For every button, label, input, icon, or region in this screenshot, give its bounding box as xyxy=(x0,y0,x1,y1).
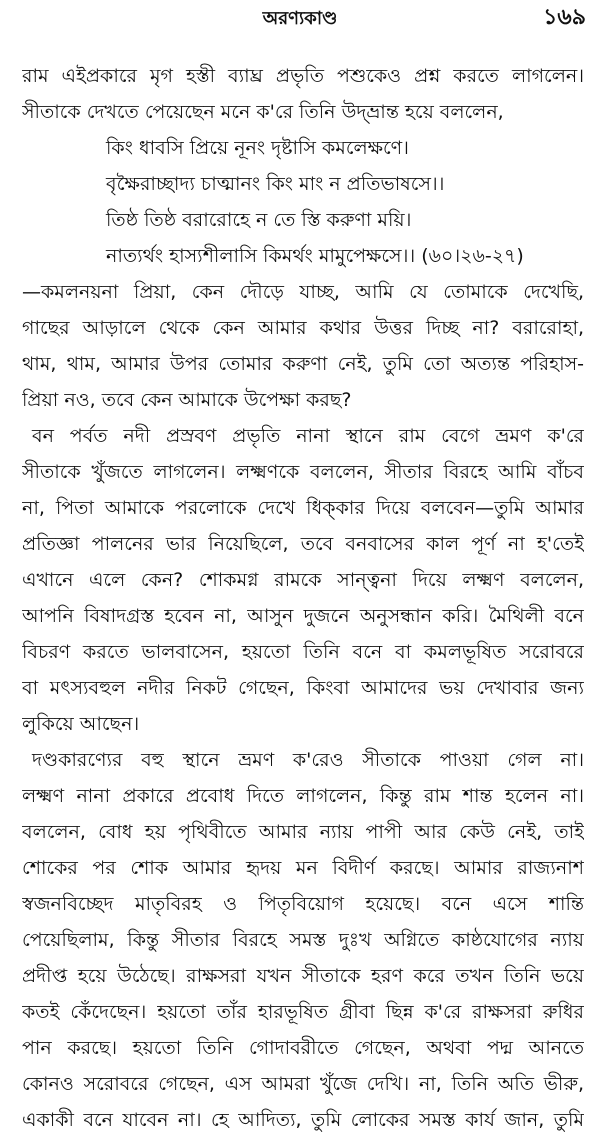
text-line: আপনি বিষাদগ্রস্ত হবেন না, আসুন দুজনে অনুসন্ধান করি। মৈথিলী বনে xyxy=(22,605,584,627)
text-line: কোনও সরোবরে গেছেন, এস আমরা খুঁজে দেখি। না, তিনি অতি ভীরু, xyxy=(22,1073,584,1095)
text-line: লক্ষ্মণ নানা প্রকারে প্রবোধ দিতে লাগলেন, কিন্তু রাম শান্ত হলেন না। xyxy=(22,785,584,807)
text-line: শোকের পর শোক আমার হৃদয় মন বিদীর্ণ করছে। আমার রাজ্যনাশ xyxy=(22,857,584,879)
text-line: কতই কেঁদেছেন। হয়তো তাঁর হারভূষিত গ্রীবা ছিন্ন ক'রে রাক্ষসরা রুধির xyxy=(22,1001,584,1023)
body-text xyxy=(22,58,584,1138)
text-line: —কমলনয়না প্রিয়া, কেন দৌড়ে যাচ্ছ, আমি যে তোমাকে দেখেছি, xyxy=(22,281,584,303)
text-line: সীতাকে দেখতে পেয়েছেন মনে ক'রে তিনি উদ্‌ভ্রান্ত হয়ে বললেন, xyxy=(22,101,504,123)
running-title: অরণ্যকাণ্ড xyxy=(262,8,338,29)
text-line: পান করছে। হয়তো তিনি গোদাবরীতে গেছেন, অথবা পদ্ম আনতে xyxy=(22,1037,584,1059)
text-line: স্বজনবিচ্ছেদ মাতৃবিরহ ও পিতৃবিয়োগ হয়েছে। বনে এসে শান্তি xyxy=(22,893,584,915)
text-line: থাম, থাম, আমার উপর তোমার করুণা নেই, তুমি তো অত্যন্ত পরিহাস- xyxy=(22,353,584,375)
text-line: লুকিয়ে আছেন। xyxy=(22,713,140,735)
text-line: সীতাকে খুঁজতে লাগলেন। লক্ষ্মণকে বললেন, সীতার বিরহে আমি বাঁচব xyxy=(22,461,584,483)
text-line: দণ্ডকারণ্যের বহু স্থানে ভ্রমণ ক'রেও সীতাকে পাওয়া গেল না। xyxy=(32,749,584,771)
text-line: বন পর্বত নদী প্রস্রবণ প্রভৃতি নানা স্থানে রাম বেগে ভ্রমণ ক'রে xyxy=(32,425,584,447)
text-line: বললেন, বোধ হয় পৃথিবীতে আমার ন্যায় পাপী আর কেউ নেই, তাই xyxy=(22,821,584,843)
verse-line: কিং ধাবসি প্রিয়ে নূনং দৃষ্টাসি কমলেক্ষণে। xyxy=(106,137,409,159)
text-line: না, পিতা আমাকে পরলোকে দেখে ধিক্‌কার দিয়ে বলবেন—তুমি আমার xyxy=(22,497,584,519)
page-header xyxy=(0,0,600,48)
verse-line: নাত্যর্থং হাস্যশীলাসি কিমর্থং মামুপেক্ষসে।। (৬০।২৬-২৭) xyxy=(106,245,524,267)
text-line: বিচরণ করতে ভালবাসেন, হয়তো তিনি বনে বা কমলভূষিত সরোবরে xyxy=(22,641,584,663)
text-line: প্রদীপ্ত হয়ে উঠেছে। রাক্ষসরা যখন সীতাকে হরণ করে তখন তিনি ভয়ে xyxy=(22,965,584,987)
text-line: বা মৎস্যবহুল নদীর নিকট গেছেন, কিংবা আমাদের ভয় দেখাবার জন্য xyxy=(22,677,584,699)
text-line: প্রিয়া নও, তবে কেন আমাকে উপেক্ষা করছ? xyxy=(22,389,352,411)
text-line: রাম এইপ্রকারে মৃগ হস্তী ব্যাঘ্র প্রভৃতি পশুকেও প্রশ্ন করতে লাগলেন। xyxy=(22,65,584,87)
verse-line: তিষ্ঠ তিষ্ঠ বরারোহে ন তে স্তি করুণা ময়ি। xyxy=(106,209,412,231)
text-line: গাছের আড়ালে থেকে কেন আমার কথার উত্তর দিচ্ছ না? বরারোহা, xyxy=(22,317,584,339)
page-number: ১৬৯ xyxy=(543,5,586,30)
verse-line: বৃক্ষৈরাচ্ছাদ্য চাত্মানং কিং মাং ন প্রতিভাষসে।। xyxy=(106,173,445,195)
text-line: একাকী বনে যাবেন না। হে আদিত্য, তুমি লোকের সমস্ত কার্য জান, তুমি xyxy=(22,1109,584,1131)
text-line: এখানে এলে কেন? শোকমগ্ন রামকে সান্ত্বনা দিয়ে লক্ষ্মণ বললেন, xyxy=(22,569,584,591)
text-line: প্রতিজ্ঞা পালনের ভার নিয়েছিলে, তবে বনবাসের কাল পূর্ণ না হ'তেই xyxy=(22,533,584,555)
text-line: পেয়েছিলাম, কিন্তু সীতার বিরহে সমস্ত দুঃখ অগ্নিতে কাষ্ঠযোগের ন্যায় xyxy=(22,929,584,951)
